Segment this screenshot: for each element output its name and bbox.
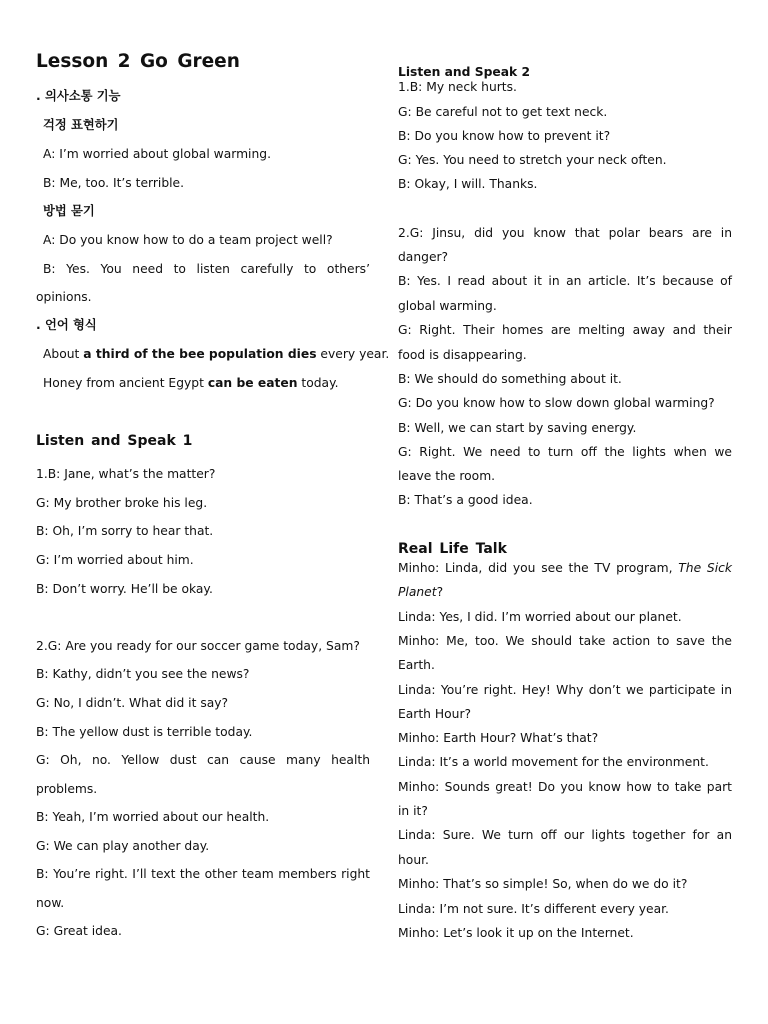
- ls2-d1-line: G: Be careful not to get text neck.: [398, 105, 608, 119]
- section-heading-language-form: . 언어 형식: [36, 318, 97, 332]
- listen-speak-2-heading: Listen and Speak 2: [398, 65, 531, 79]
- ls2-d2-line: B: Well, we can start by saving energy.: [398, 421, 637, 435]
- listen-speak-1-heading: Listen and Speak 1: [36, 433, 193, 449]
- form2-emphasis: can be eaten: [207, 376, 298, 390]
- rlt-line: Linda: I’m not sure. It’s different every year.: [398, 902, 669, 916]
- subheading-expressing-worry: 걱정 표현하기: [43, 118, 119, 132]
- ls1-d2-line: G: Great idea.: [36, 924, 122, 938]
- ls1-d1-line: B: Don’t worry. He’ll be okay.: [36, 582, 213, 596]
- subheading-asking-method: 방법 묻기: [43, 204, 95, 218]
- ls2-d2-line: food is disappearing.: [398, 348, 527, 362]
- ls1-d1-line: B: Oh, I’m sorry to hear that.: [36, 524, 214, 538]
- ls1-d2-line: G: Oh, no. Yellow dust can cause many health: [36, 753, 370, 767]
- ls1-d1-line: G: My brother broke his leg.: [36, 496, 208, 510]
- rlt-l1-qmark: ?: [436, 585, 444, 599]
- ls2-d2-line: global warming.: [398, 299, 497, 313]
- ls1-d2-line: now.: [36, 896, 65, 910]
- rlt-line: Linda: You’re right. Hey! Why don’t we participate in: [398, 683, 732, 697]
- form1-emphasis: a third of the bee population dies: [83, 347, 317, 361]
- form-example-1: [43, 346, 389, 362]
- rlt-line: in it?: [398, 804, 428, 818]
- rlt-line: Minho: Sounds great! Do you know how to take part: [398, 780, 732, 794]
- rlt-line: hour.: [398, 853, 429, 867]
- ls2-d1-line: 1.B: My neck hurts.: [398, 80, 517, 94]
- ls2-d2-line: G: Right. Their homes are melting away and their: [398, 323, 732, 337]
- ls1-d2-line: problems.: [36, 782, 98, 796]
- form1-post: every year.: [316, 347, 390, 361]
- form1-pre: About: [43, 347, 84, 361]
- rlt-line: Minho: Let’s look it up on the Internet.: [398, 926, 634, 940]
- ls1-d2-line: G: No, I didn’t. What did it say?: [36, 696, 229, 710]
- real-life-talk-heading: Real Life Talk: [398, 541, 507, 557]
- ls2-d2-line: B: That’s a good idea.: [398, 493, 533, 507]
- rlt-program-title: The Sick: [678, 561, 732, 575]
- ls1-d1-line: 1.B: Jane, what’s the matter?: [36, 467, 216, 481]
- rlt-line: Linda: Sure. We turn off our lights together for an: [398, 828, 732, 842]
- page-title: Lesson 2 Go Green: [36, 51, 240, 72]
- rlt-line: [398, 560, 732, 576]
- rlt-l1-text: Minho: Linda, did you see the TV program,: [398, 561, 679, 575]
- rlt-line: Minho: Earth Hour? What’s that?: [398, 731, 599, 745]
- form2-post: today.: [297, 376, 339, 390]
- worry-example-b: B: Me, too. It’s terrible.: [43, 176, 185, 190]
- method-example-b-line2: opinions.: [36, 290, 92, 304]
- rlt-line: [398, 584, 443, 600]
- ls1-d1-line: G: I’m worried about him.: [36, 553, 194, 567]
- ls2-d2-line: leave the room.: [398, 469, 496, 483]
- ls1-d2-line: B: Kathy, didn’t you see the news?: [36, 667, 250, 681]
- form2-pre: Honey from ancient Egypt: [43, 376, 208, 390]
- ls1-d2-line: B: You’re right. I’ll text the other team members right: [36, 867, 370, 881]
- ls2-d2-line: G: Right. We need to turn off the lights when we: [398, 445, 732, 459]
- section-heading-communication: . 의사소통 기능: [36, 89, 121, 103]
- ls2-d2-line: danger?: [398, 250, 449, 264]
- ls2-d2-line: B: We should do something about it.: [398, 372, 622, 386]
- ls2-d1-line: B: Do you know how to prevent it?: [398, 129, 611, 143]
- rlt-line: Minho: Me, too. We should take action to save the: [398, 634, 732, 648]
- ls2-d2-line: 2.G: Jinsu, did you know that polar bears are in: [398, 226, 732, 240]
- method-example-a: A: Do you know how to do a team project well?: [43, 233, 333, 247]
- rlt-line: Minho: That’s so simple! So, when do we do it?: [398, 877, 688, 891]
- rlt-line: Linda: Yes, I did. I’m worried about our planet.: [398, 610, 682, 624]
- rlt-line: Earth.: [398, 658, 435, 672]
- ls2-d2-line: G: Do you know how to slow down global warming?: [398, 396, 715, 410]
- ls1-d2-line: B: The yellow dust is terrible today.: [36, 725, 253, 739]
- rlt-program-title-end: Planet: [398, 585, 437, 599]
- worry-example-a: A: I’m worried about global warming.: [43, 147, 271, 161]
- ls1-d2-line: G: We can play another day.: [36, 839, 210, 853]
- ls1-d2-line: 2.G: Are you ready for our soccer game today, Sam?: [36, 639, 360, 653]
- form-example-2: [43, 375, 339, 391]
- ls2-d2-line: B: Yes. I read about it in an article. It’s because of: [398, 274, 732, 288]
- rlt-line: Linda: It’s a world movement for the environment.: [398, 755, 709, 769]
- method-example-b-line1: B: Yes. You need to listen carefully to others’: [43, 262, 370, 276]
- ls2-d1-line: B: Okay, I will. Thanks.: [398, 177, 538, 191]
- ls2-d1-line: G: Yes. You need to stretch your neck often.: [398, 153, 667, 167]
- rlt-line: Earth Hour?: [398, 707, 472, 721]
- ls1-d2-line: B: Yeah, I’m worried about our health.: [36, 810, 270, 824]
